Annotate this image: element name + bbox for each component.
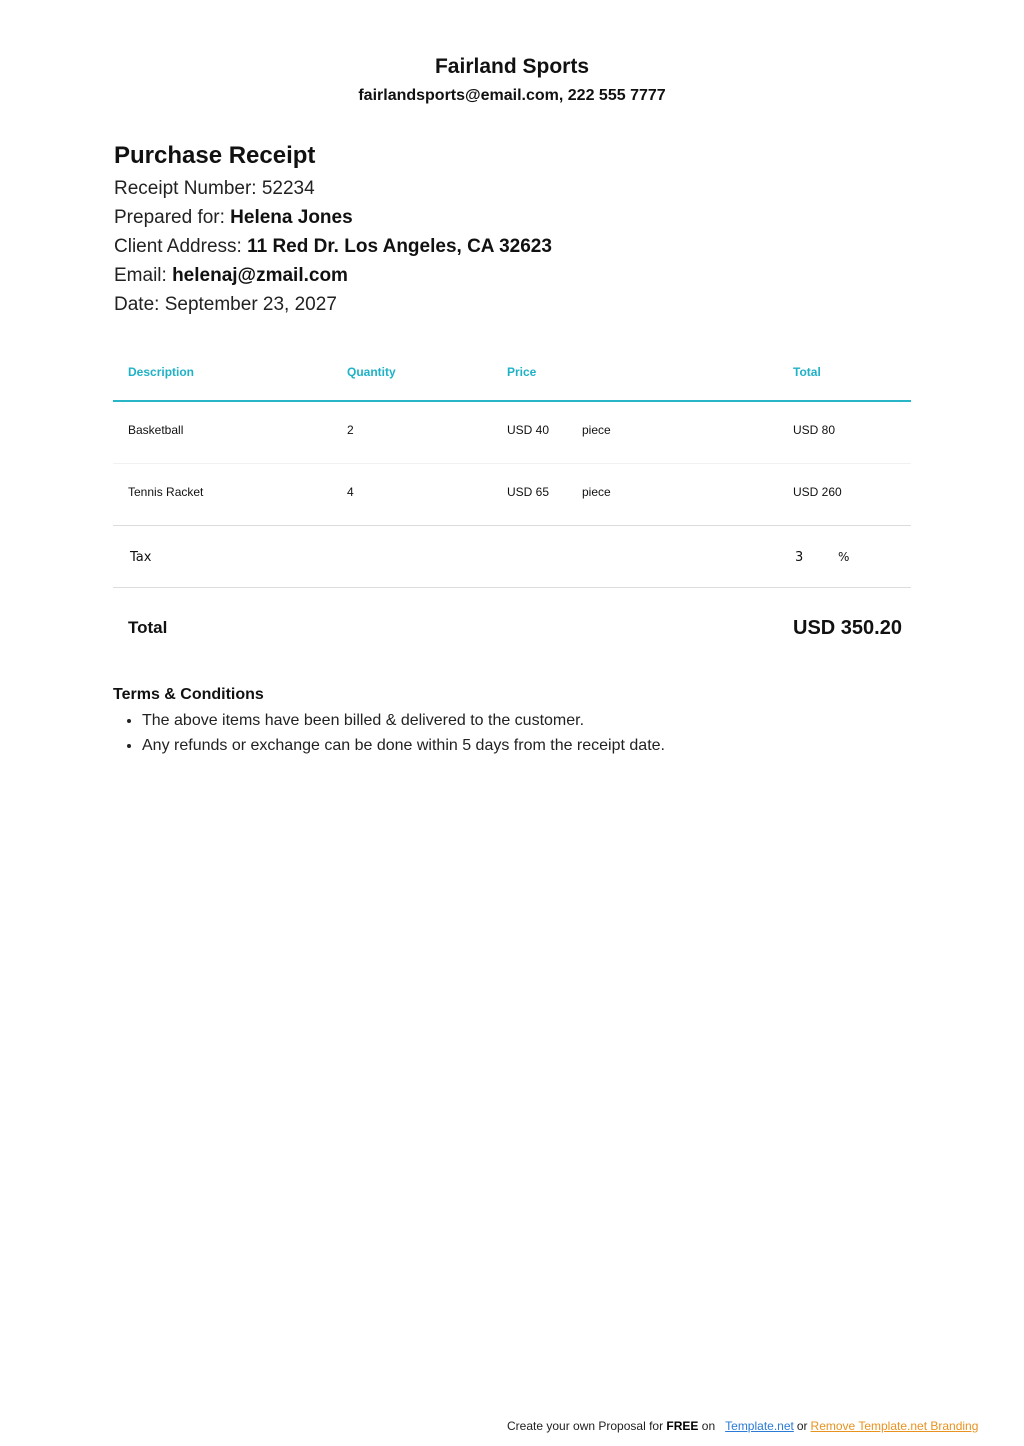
receipt-date: September 23, 2027 <box>164 294 337 315</box>
date-label: Date: <box>114 294 165 315</box>
tax-label: Tax <box>130 550 152 565</box>
footer-free: FREE <box>666 1419 699 1433</box>
email-label: Email: <box>114 265 173 286</box>
footer-prefix: Create your own Proposal for <box>507 1419 667 1433</box>
tax-unit: % <box>838 550 850 564</box>
header-price: Price <box>507 365 537 379</box>
company-contact: fairlandsports@email.com, 222 555 7777 <box>358 87 666 104</box>
terms-list <box>113 708 913 758</box>
header-total: Total <box>793 365 821 379</box>
grand-total-row <box>113 588 911 666</box>
template-link[interactable]: Template.net <box>725 1419 794 1433</box>
receipt-number: 52234 <box>261 178 315 199</box>
item-price: USD 65 <box>507 485 550 499</box>
grand-total-value: USD 350.20 <box>793 617 902 639</box>
company-header <box>0 52 1024 108</box>
item-description: Basketball <box>128 423 184 437</box>
prepared-for-label: Prepared for: <box>114 207 231 228</box>
item-price: USD 40 <box>507 423 550 437</box>
item-total: USD 80 <box>793 423 836 437</box>
client-address-line <box>114 232 914 261</box>
table-row <box>113 464 911 526</box>
item-description: Tennis Racket <box>128 485 204 499</box>
item-quantity: 4 <box>347 485 354 499</box>
tax-row <box>113 526 911 588</box>
footer-on: on <box>701 1419 716 1433</box>
terms-section <box>113 684 913 758</box>
receipt-number-line <box>114 174 914 203</box>
remove-branding-link[interactable]: Remove Template.net Branding <box>810 1419 979 1433</box>
header-quantity: Quantity <box>347 365 396 379</box>
item-unit: piece <box>582 423 611 437</box>
item-quantity: 2 <box>347 423 354 437</box>
prepared-for-line <box>114 203 914 232</box>
receipt-number-label: Receipt Number: <box>114 178 262 199</box>
receipt-title: Purchase Receipt <box>114 142 316 169</box>
footer-branding <box>507 1419 978 1433</box>
client-address-label: Client Address: <box>114 236 248 257</box>
terms-item: • The above items have been billed & delivered to the customer. <box>142 708 913 733</box>
client-name: Helena Jones <box>230 207 353 228</box>
client-address: 11 Red Dr. Los Angeles, CA 32623 <box>247 236 552 257</box>
company-name: Fairland Sports <box>434 55 590 78</box>
item-unit: piece <box>582 485 611 499</box>
client-email: helenaj@zmail.com <box>172 265 348 286</box>
table-header <box>113 348 911 402</box>
grand-total-label: Total <box>128 618 168 637</box>
email-line <box>114 261 914 290</box>
header-description: Description <box>128 365 195 379</box>
date-line <box>114 290 914 319</box>
footer-or: or <box>796 1419 808 1433</box>
items-table <box>113 348 911 666</box>
terms-title: Terms & Conditions <box>113 686 264 703</box>
receipt-info <box>114 140 914 319</box>
item-total: USD 260 <box>793 485 842 499</box>
table-row <box>113 402 911 464</box>
terms-item: • Any refunds or exchange can be done within 5 days from the receipt date. <box>142 733 913 758</box>
tax-value: 3 <box>795 550 804 565</box>
